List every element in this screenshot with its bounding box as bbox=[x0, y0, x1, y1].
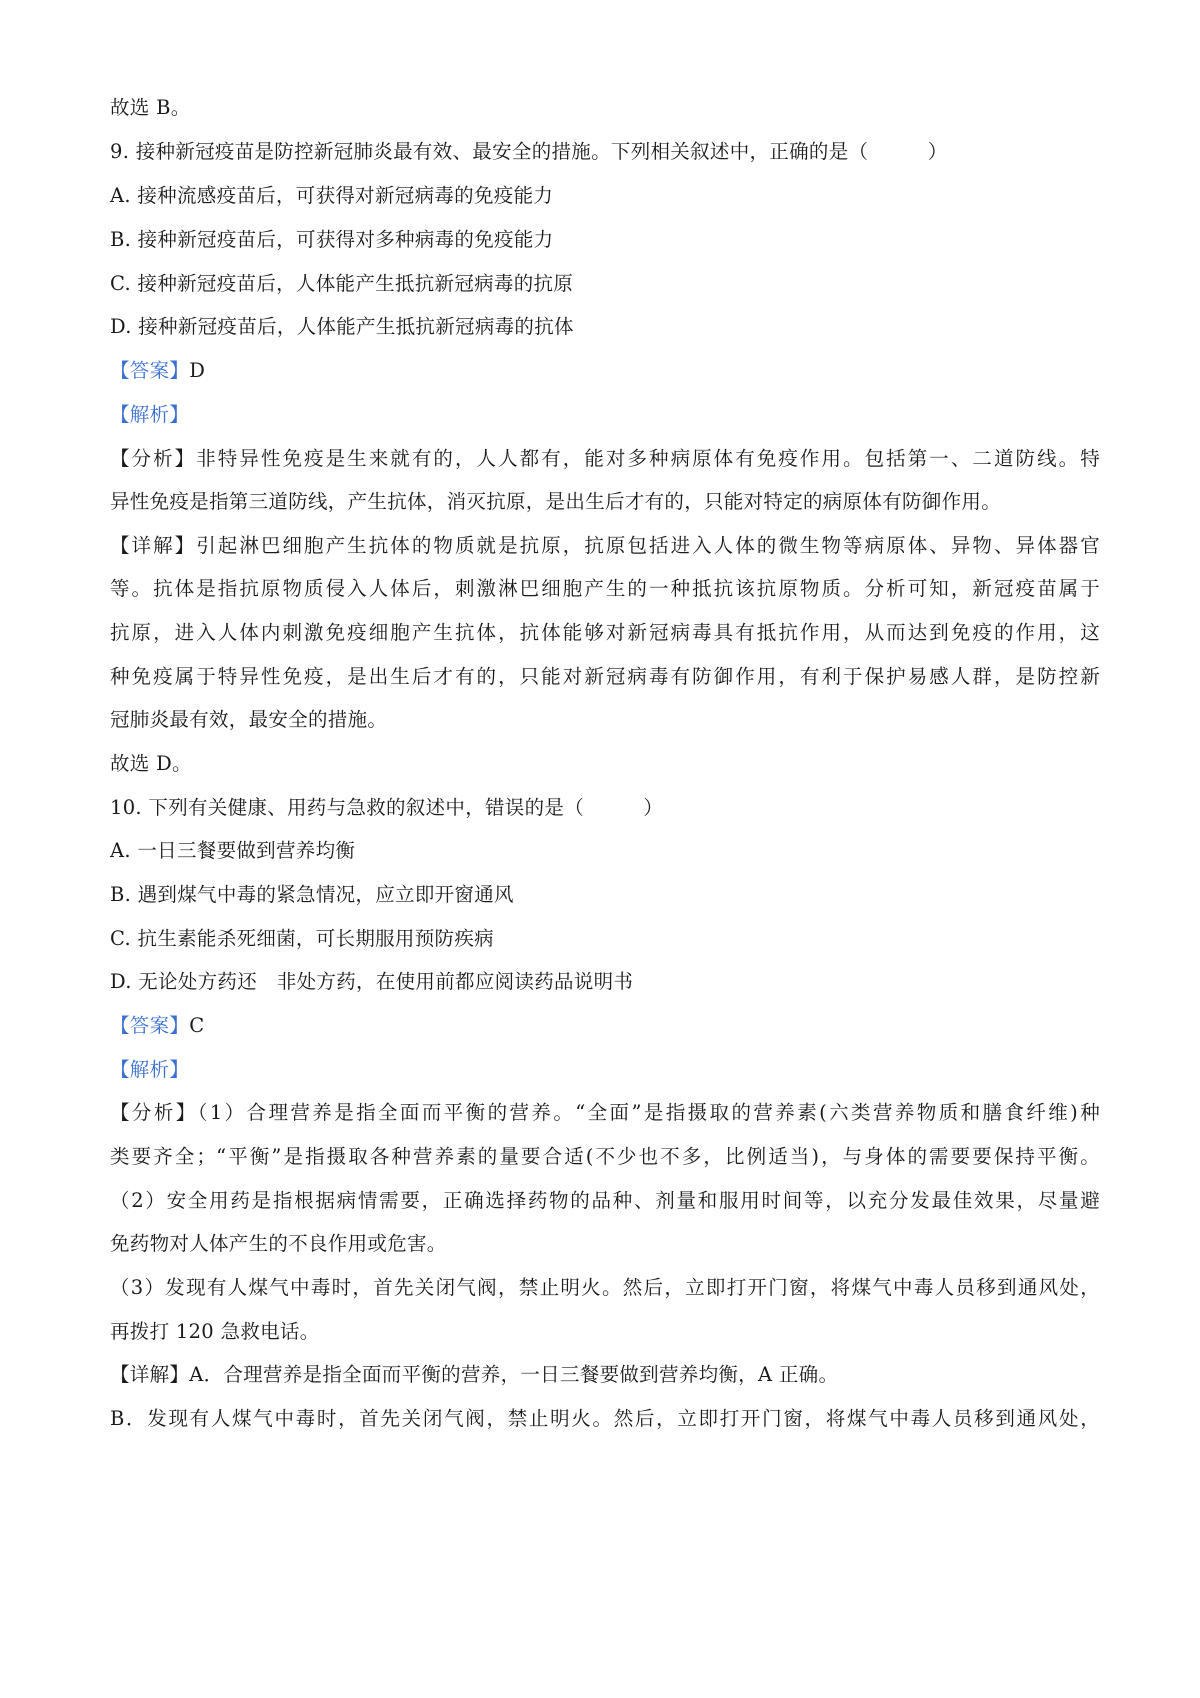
q10-stem: 10. 下列有关健康、用药与急救的叙述中，错误的是（ ） bbox=[110, 796, 664, 819]
q9-option-d: D. 接种新冠疫苗后，人体能产生抵抗新冠病毒的抗体 bbox=[110, 315, 574, 338]
fenxi-tag: 【分析】 bbox=[110, 1101, 198, 1124]
xiangjie-text: 引起淋巴细胞产生抗体的物质就是抗原，抗原包括进入人体的微生物等病原体、异物、异体器官 bbox=[196, 534, 1100, 557]
q10-fenxi-line-2: 类要齐全；“平衡”是指摄取各种营养素的量要合适(不少也不多，比例适当)，与身体的需要要保持平衡。 bbox=[110, 1145, 1100, 1168]
q10-fenxi-line-5: （3）发现有人煤气中毒时，首先关闭气阀，禁止明火。然后，立即打开门窗，将煤气中毒人员移到通风处， bbox=[110, 1276, 1100, 1299]
q10-option-c: C. 抗生素能杀死细菌，可长期服用预防疾病 bbox=[110, 927, 494, 950]
answer-value: D bbox=[189, 359, 206, 382]
q9-answer bbox=[110, 357, 1100, 385]
q10-option-b: B. 遇到煤气中毒的紧急情况，应立即开窗通风 bbox=[110, 883, 514, 906]
q10-fenxi-line-6: 再拨打 120 急救电话。 bbox=[110, 1320, 320, 1343]
q9-option-a: A. 接种流感疫苗后，可获得对新冠病毒的免疫能力 bbox=[110, 184, 554, 207]
analysis-tag: 【解析】 bbox=[110, 403, 190, 426]
fenxi-text: （1）合理营养是指全面而平衡的营养。“全面”是指摄取的营养素(六类营养物质和膳食纤维)种 bbox=[197, 1101, 1100, 1124]
q10-option-d: D. 无论处方药还 非处方药，在使用前都应阅读药品说明书 bbox=[110, 970, 634, 993]
q9-fenxi-line-1 bbox=[110, 445, 1100, 473]
xiangjie-text: A．合理营养是指全面而平衡的营养，一日三餐要做到营养均衡，A 正确。 bbox=[189, 1363, 839, 1386]
fenxi-tag: 【分析】 bbox=[110, 447, 197, 470]
q9-option-c: C. 接种新冠疫苗后，人体能产生抵抗新冠病毒的抗原 bbox=[110, 272, 574, 295]
q9-xiangjie-line-5: 冠肺炎最有效，最安全的措施。 bbox=[110, 708, 388, 731]
q9-xiangjie-line-1 bbox=[110, 532, 1100, 560]
xiangjie-tag: 【详解】 bbox=[110, 534, 197, 557]
q9-stem: 9. 接种新冠疫苗是防控新冠肺炎最有效、最安全的措施。下列相关叙述中，正确的是（ ） bbox=[110, 140, 948, 163]
q10-answer bbox=[110, 1012, 1100, 1040]
xiangjie-tag: 【详解】 bbox=[110, 1363, 190, 1386]
q9-analysis-heading bbox=[110, 401, 1100, 429]
q9-conclusion: 故选 D。 bbox=[110, 752, 192, 775]
answer-tag: 【答案】 bbox=[110, 359, 190, 382]
q10-fenxi-line-4: 免药物对人体产生的不良作用或危害。 bbox=[110, 1232, 447, 1255]
fenxi-text: 非特异性免疫是生来就有的，人人都有，能对多种病原体有免疫作用。包括第一、二道防线。特 bbox=[196, 447, 1100, 470]
q9-fenxi-line-2: 异性免疫是指第三道防线，产生抗体，消灭抗原，是出生后才有的，只能对特定的病原体有防御作用。 bbox=[110, 490, 1002, 513]
q10-option-a: A. 一日三餐要做到营养均衡 bbox=[110, 839, 356, 862]
answer-tag: 【答案】 bbox=[110, 1014, 190, 1037]
q9-xiangjie-line-2: 等。抗体是指抗原物质侵入人体后，刺激淋巴细胞产生的一种抵抗该抗原物质。分析可知，新冠疫苗属于 bbox=[110, 577, 1100, 600]
q10-xiangjie-line-2: B．发现有人煤气中毒时，首先关闭气阀，禁止明火。然后，立即打开门窗，将煤气中毒人员移到通风处， bbox=[110, 1407, 1100, 1430]
q8-conclusion: 故选 B。 bbox=[110, 96, 191, 119]
q10-analysis-heading bbox=[110, 1056, 1100, 1084]
q9-xiangjie-line-4: 种免疫属于特异性免疫，是出生后才有的，只能对新冠病毒有防御作用，有利于保护易感人群，是防控新 bbox=[110, 665, 1100, 688]
q9-option-b: B. 接种新冠疫苗后，可获得对多种病毒的免疫能力 bbox=[110, 228, 554, 251]
answer-value: C bbox=[189, 1014, 205, 1037]
q10-xiangjie-line-1 bbox=[110, 1361, 1100, 1389]
q10-fenxi-line-3: （2）安全用药是指根据病情需要，正确选择药物的品种、剂量和服用时间等，以充分发最佳效果，尽量避 bbox=[110, 1189, 1100, 1212]
q10-fenxi-line-1 bbox=[110, 1099, 1100, 1127]
q9-xiangjie-line-3: 抗原，进入人体内刺激免疫细胞产生抗体，抗体能够对新冠病毒具有抵抗作用，从而达到免疫的作用，这 bbox=[110, 621, 1100, 644]
analysis-tag: 【解析】 bbox=[110, 1058, 190, 1081]
